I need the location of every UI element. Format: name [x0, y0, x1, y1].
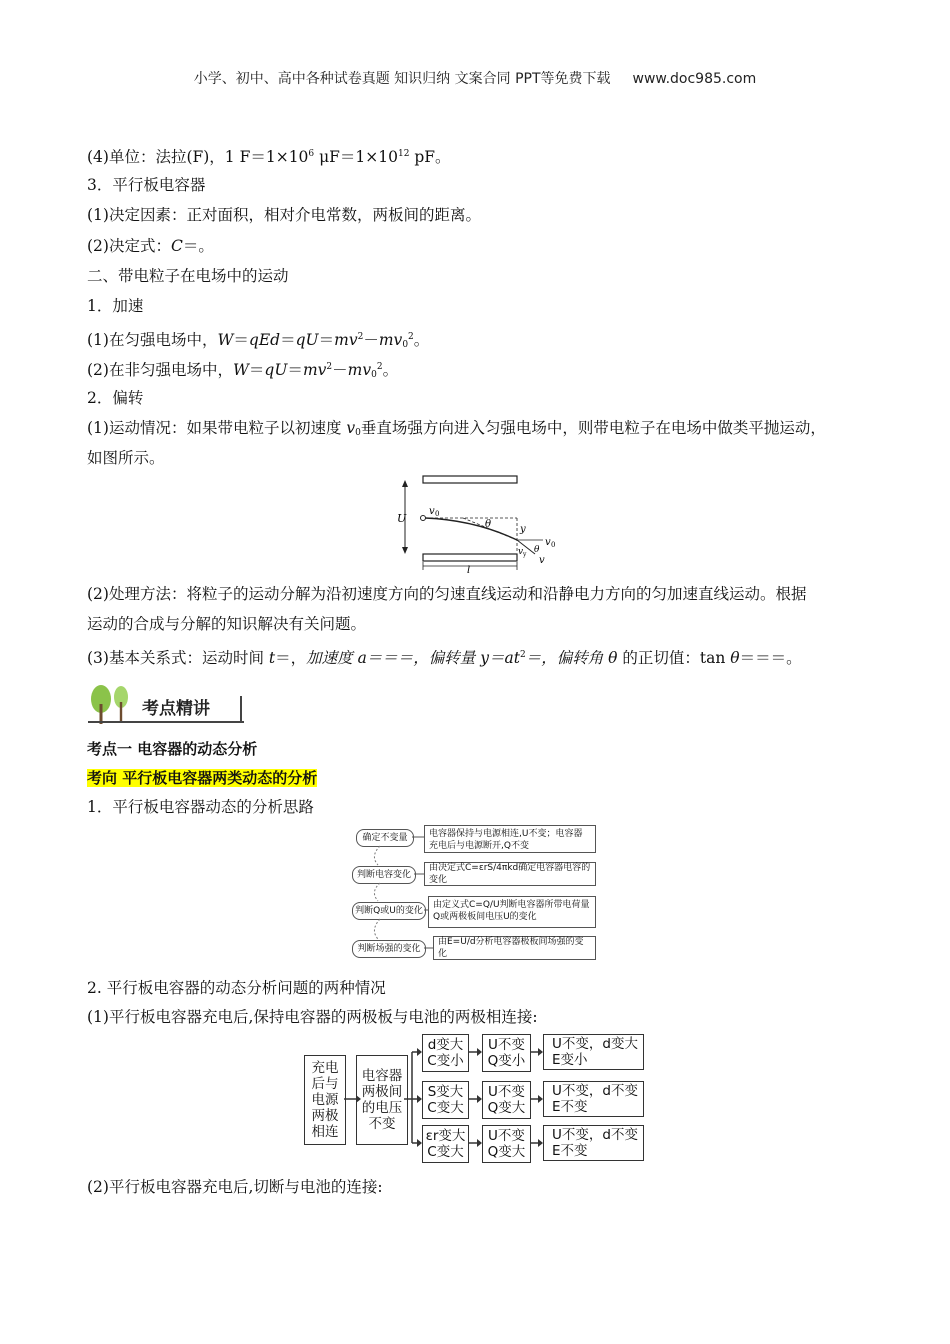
p2-item-2: (2)处理方法：将粒子的运动分解为沿初速度方向的匀速直线运动和沿静电力方向的匀加速直线运动。根据	[87, 585, 807, 603]
flow1-result-1: 电容器保持与电源相连,U不变；电容器 充电后与电源断开,Q不变	[424, 825, 596, 853]
banner-tree-icon	[88, 684, 136, 724]
flow2-r1-c1: d变大 C变小	[422, 1034, 469, 1072]
p2-item-1-cont: 如图所示。	[87, 449, 165, 467]
svg-text:v: v	[545, 537, 551, 548]
flow1-result-4: 由E=U/d分析电容器极板间场强的变化	[433, 936, 596, 960]
p1-item-2: (2)在非匀强电场中，$W=qU=mv^2-mv_0^2$。	[87, 361, 399, 380]
flow2-r2-c1: S变大 C变大	[422, 1081, 469, 1119]
s3-item-2: (2)决定式：C＝。	[87, 237, 214, 255]
svg-text:v: v	[518, 547, 524, 557]
kp1-title: 考点一 电容器的动态分析	[87, 740, 258, 758]
unit-line: (4)单位：法拉(F)，1 $F=1\times 10^6$ $\mu F=1\times 10^{12}$ pF。	[87, 148, 451, 166]
svg-text:v: v	[539, 555, 545, 566]
p2-item-1: (1)运动情况：如果带电粒子以初速度 $v_0$垂直场强方向进入匀强电场中，则带电粒子在电场中做类平抛运动，	[87, 419, 826, 438]
page-header	[0, 68, 950, 88]
p2-item-2-cont: 运动的合成与分解的知识解决有关问题。	[87, 615, 367, 633]
svg-text:v: v	[429, 506, 435, 517]
flow1-step-2: 判断电容变化	[352, 866, 416, 884]
header-url[interactable]: www.doc985.com	[632, 71, 757, 87]
flow2-mid-box: 电容器两极间的电压不变	[356, 1055, 408, 1145]
p2-item-3: (3)基本关系式：运动时间 t＝，加速度 a＝＝＝，偏转量 $y=at^2=$，偏转角 θ 的正切值：tan θ＝＝＝。	[87, 649, 802, 667]
flow1-result-2: 由决定式C=εrS/4πkd确定电容器电容的变化	[424, 862, 596, 886]
kp1-item-2-2: (2)平行板电容器充电后,切断与电池的连接:	[87, 1178, 383, 1196]
trajectory	[425, 518, 517, 540]
svg-text:l: l	[467, 565, 471, 576]
kp1-item-2: 2. 平行板电容器的动态分析问题的两种情况	[87, 979, 386, 997]
flow1-step-3: 判断Q或U的变化	[352, 902, 426, 920]
section-3-title: 3．平行板电容器	[87, 176, 206, 194]
part-2-title: 二、带电粒子在电场中的运动	[87, 267, 289, 285]
flow1-step-1: 确定不变量	[356, 829, 414, 847]
s3-item-1: (1)决定因素：正对面积，相对介电常数，两板间的距离。	[87, 206, 481, 224]
flow1-result-3: 由定义式C=Q/U判断电容器所带电荷量 Q或两极板间电压U的变化	[428, 896, 596, 928]
kp1-item-2-1: (1)平行板电容器充电后,保持电容器的两极板与电池的两极相连接:	[87, 1008, 538, 1026]
flow2-r1-c2: U不变 Q变小	[482, 1034, 531, 1072]
lower-plate	[423, 554, 517, 561]
flow2-r1-c3: U不变，d变大 E变小	[543, 1034, 644, 1070]
p1-item-1: (1)在匀强电场中，$W=qEd=qU=mv^2-mv_0^2$。	[87, 331, 430, 350]
flow2-r3-c3: U不变，d不变 E不变	[543, 1125, 644, 1161]
svg-text:y: y	[520, 524, 526, 535]
flow1-step-4: 判断场强的变化	[352, 940, 426, 958]
flow2-r3-c2: U不变 Q变大	[482, 1125, 531, 1163]
flow2-r2-c3: U不变，d不变 E不变	[543, 1081, 644, 1117]
particle	[421, 516, 426, 521]
deflection-figure	[395, 474, 565, 574]
header-text: 小学、初中、高中各种试卷真题 知识归纳 文案合同 PPT等免费下载	[193, 71, 611, 87]
svg-text:0: 0	[435, 510, 440, 518]
banner-underline	[88, 721, 244, 723]
flow2-r3-c1: εr变大 C变大	[422, 1125, 469, 1163]
svg-text:y: y	[523, 551, 527, 558]
svg-text:θ: θ	[534, 545, 540, 555]
p2-title: 2．偏转	[87, 389, 144, 407]
flow1-connectors	[340, 820, 440, 960]
banner-title: 考点精讲	[142, 699, 210, 719]
svg-text:θ: θ	[485, 519, 492, 530]
p1-title: 1．加速	[87, 297, 144, 315]
upper-plate	[423, 476, 517, 483]
kp1-item-1: 1．平行板电容器动态的分析思路	[87, 798, 314, 816]
svg-text:U: U	[397, 512, 407, 525]
svg-text:0: 0	[551, 541, 556, 549]
banner-bar	[240, 696, 242, 723]
kp1-direction: 考向 平行板电容器两类动态的分析	[87, 769, 318, 787]
flow2-r2-c2: U不变 Q变大	[482, 1081, 531, 1119]
flow2-left-box: 充电后与电源两极相连	[304, 1055, 346, 1145]
